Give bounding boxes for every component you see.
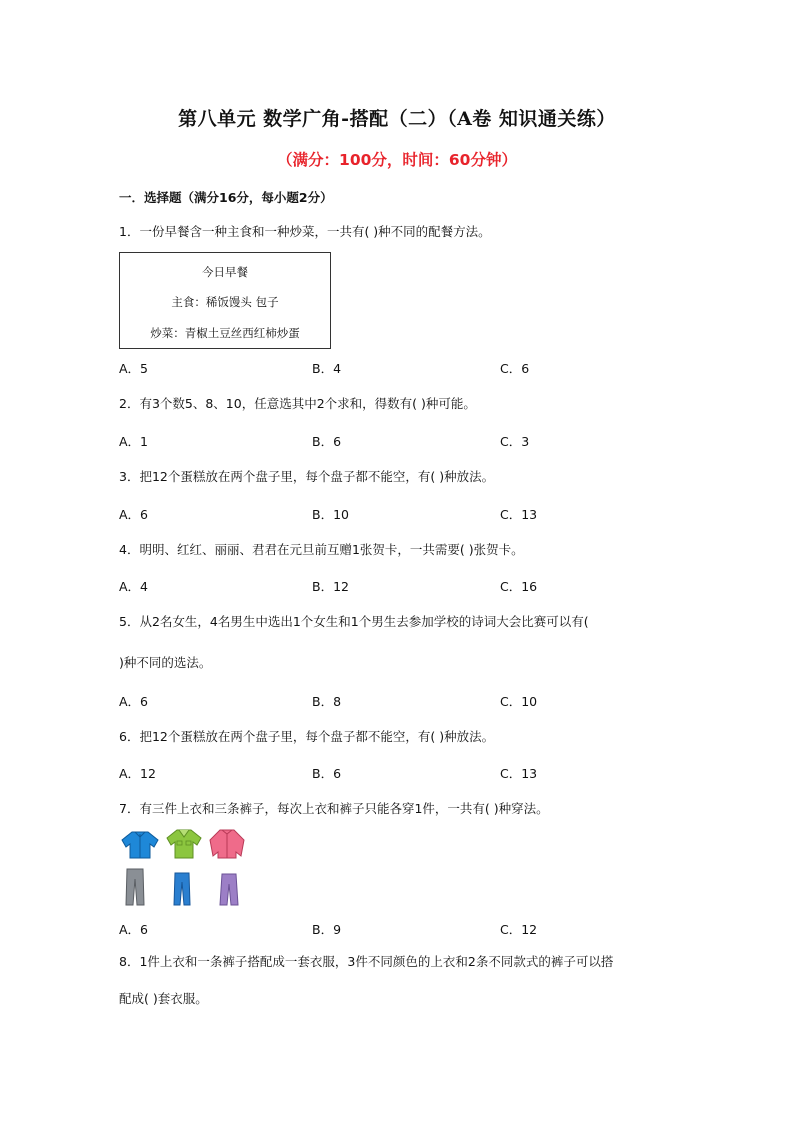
- blue-pants-icon: [172, 871, 192, 907]
- section-heading: 一．选择题（满分16分，每小题2分）: [119, 190, 333, 205]
- question-5-cont: )种不同的选法。: [119, 655, 212, 670]
- question-8: 8．1件上衣和一条裤子搭配成一套衣服，3件不同颜色的上衣和2条不同款式的裤子可以搭: [119, 954, 614, 969]
- q5-option-a[interactable]: A．6: [119, 694, 149, 709]
- exam-info: （满分：100分，时间：60分钟）: [277, 151, 517, 169]
- q1-option-b[interactable]: B．4: [312, 361, 342, 376]
- q7-option-a[interactable]: A．6: [119, 922, 149, 937]
- question-8-cont: 配成( )套衣服。: [119, 991, 208, 1006]
- question-6: 6．把12个蛋糕放在两个盘子里，每个盘子都不能空，有( )种放法。: [119, 729, 495, 744]
- question-2: 2．有3个数5、8、10，任意选其中2个求和，得数有( )种可能。: [119, 396, 476, 411]
- q2-option-c[interactable]: C．3: [500, 434, 530, 449]
- q7-option-c[interactable]: C．12: [500, 922, 538, 937]
- q6-option-c[interactable]: C．13: [500, 766, 538, 781]
- menu-title: 今日早餐: [202, 265, 248, 279]
- green-shirt-icon: [165, 828, 203, 860]
- menu-dish: 炒菜：青椒土豆丝西红柿炒蛋: [150, 326, 300, 340]
- breakfast-menu-box: [119, 252, 331, 349]
- q5-option-b[interactable]: B．8: [312, 694, 342, 709]
- blue-jacket-icon: [120, 830, 160, 860]
- q4-option-a[interactable]: A．4: [119, 579, 149, 594]
- question-7: 7．有三件上衣和三条裤子，每次上衣和裤子只能各穿1件，一共有( )种穿法。: [119, 801, 549, 816]
- q7-option-b[interactable]: B．9: [312, 922, 342, 937]
- page-title: 第八单元 数学广角-搭配（二）（A卷 知识通关练）: [178, 108, 616, 130]
- q1-option-c[interactable]: C．6: [500, 361, 530, 376]
- question-4: 4．明明、红红、丽丽、君君在元旦前互赠1张贺卡，一共需要( )张贺卡。: [119, 542, 524, 557]
- q1-option-a[interactable]: A．5: [119, 361, 149, 376]
- q4-option-b[interactable]: B．12: [312, 579, 349, 594]
- purple-pants-icon: [218, 872, 240, 907]
- q6-option-b[interactable]: B．6: [312, 766, 342, 781]
- menu-staple: 主食：稀饭馒头 包子: [171, 295, 279, 309]
- q4-option-c[interactable]: C．16: [500, 579, 538, 594]
- q2-option-b[interactable]: B．6: [312, 434, 342, 449]
- q5-option-c[interactable]: C．10: [500, 694, 538, 709]
- pink-jacket-icon: [208, 828, 246, 860]
- q3-option-b[interactable]: B．10: [312, 507, 349, 522]
- question-1: 1．一份早餐含一种主食和一种炒菜，一共有( )种不同的配餐方法。: [119, 224, 491, 239]
- q3-option-a[interactable]: A．6: [119, 507, 149, 522]
- question-3: 3．把12个蛋糕放在两个盘子里，每个盘子都不能空，有( )种放法。: [119, 469, 495, 484]
- gray-pants-icon: [124, 867, 146, 907]
- q2-option-a[interactable]: A．1: [119, 434, 149, 449]
- q6-option-a[interactable]: A．12: [119, 766, 156, 781]
- question-5: 5．从2名女生，4名男生中选出1个女生和1个男生去参加学校的诗词大会比赛可以有(: [119, 614, 589, 629]
- q3-option-c[interactable]: C．13: [500, 507, 538, 522]
